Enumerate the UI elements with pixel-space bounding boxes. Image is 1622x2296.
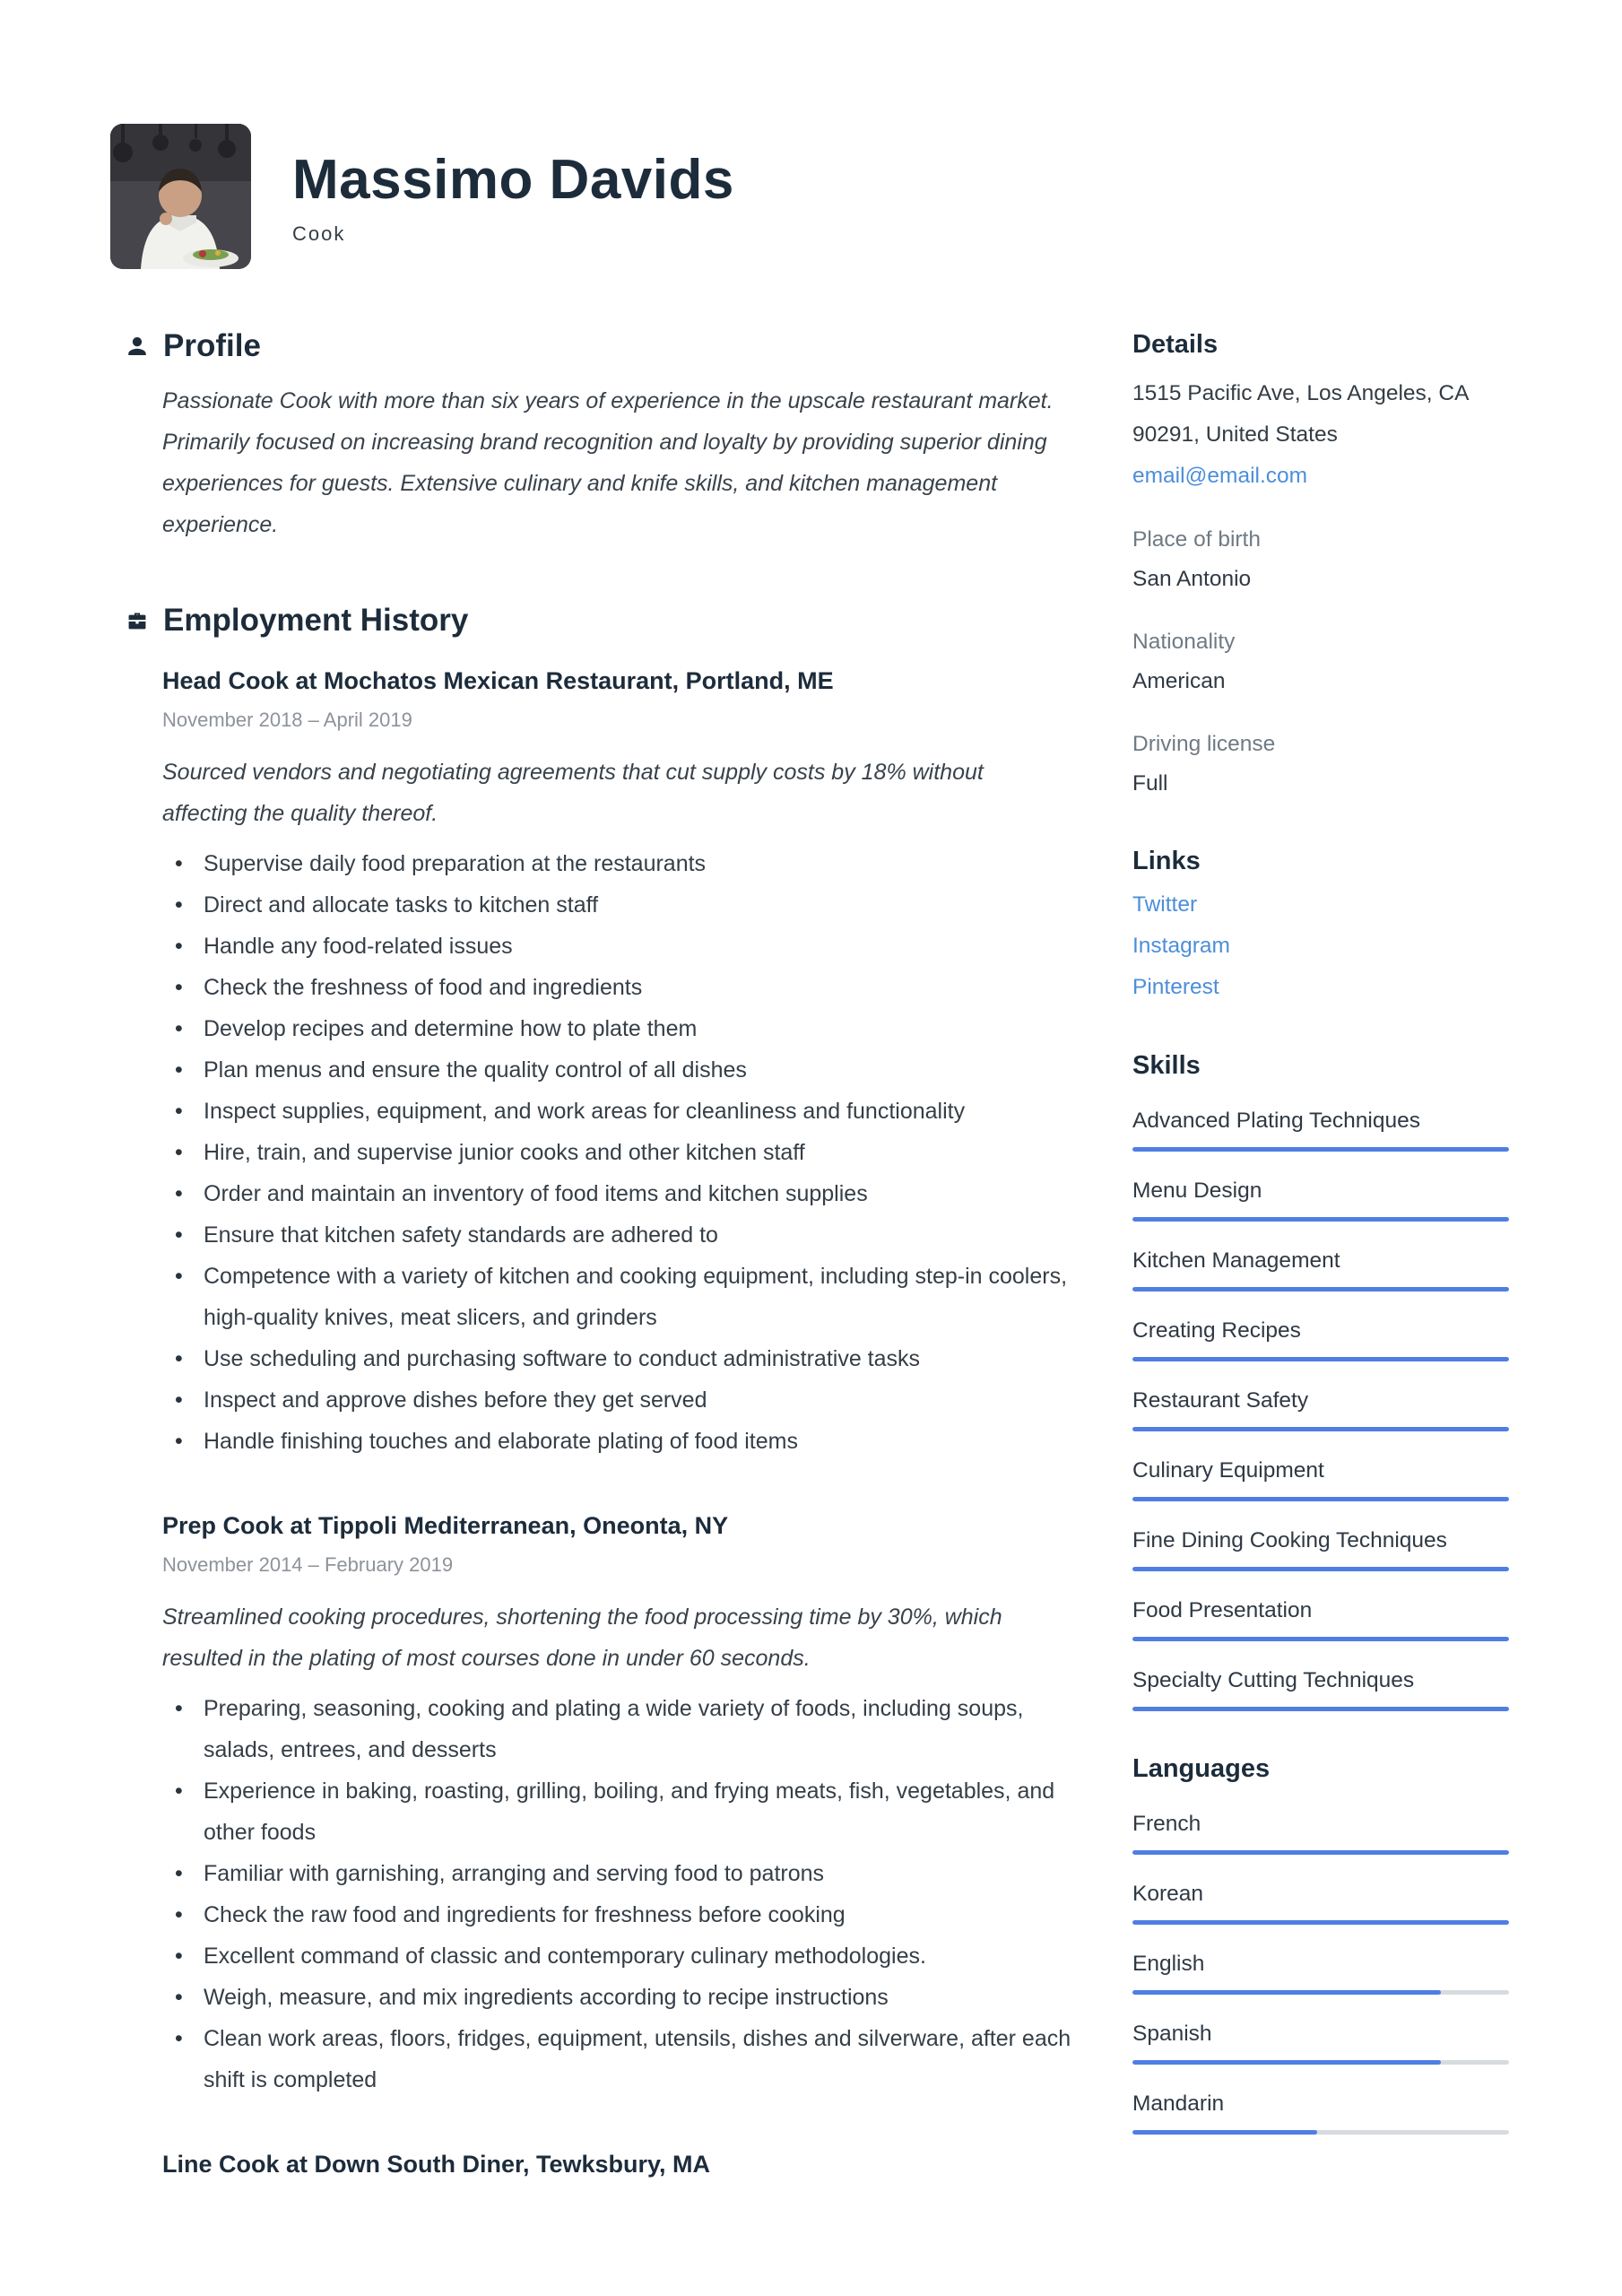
level-bar	[1132, 1707, 1509, 1711]
links-list	[1132, 884, 1509, 1008]
bar-item-name: Mandarin	[1132, 2092, 1225, 2116]
links-section	[1132, 845, 1509, 1008]
details-field-label: Nationality	[1132, 630, 1236, 654]
job-entry	[162, 2149, 1071, 2179]
profile-section	[126, 328, 1071, 545]
job-bullet: • Ensure that kitchen safety standards are adhered to	[162, 1214, 1071, 1256]
details-section	[1132, 328, 1509, 804]
job-title: Line Cook at Down South Diner, Tewksbury, MA	[162, 2151, 711, 2178]
language-item	[1132, 2090, 1509, 2135]
skill-item	[1132, 1457, 1509, 1501]
job-entry	[162, 665, 1071, 1462]
job-bullet: • Plan menus and ensure the quality control of all dishes	[162, 1049, 1071, 1091]
level-bar-fill	[1132, 1990, 1441, 1995]
level-bar	[1132, 1850, 1509, 1855]
bar-item-name: Specialty Cutting Techniques	[1132, 1668, 1415, 1692]
job-bullet: • Clean work areas, floors, fridges, equipment, utensils, dishes and silverware, after each shift is completed	[162, 2018, 1071, 2100]
job-bullet: • Competence with a variety of kitchen and cooking equipment, including step-in coolers, high-quality knives, meat slicers, and grinders	[162, 1256, 1071, 1338]
details-field	[1132, 622, 1509, 701]
level-bar-fill	[1132, 1217, 1509, 1222]
level-bar-fill	[1132, 1287, 1509, 1292]
details-field	[1132, 725, 1509, 804]
skills-list	[1132, 1107, 1509, 1711]
level-bar	[1132, 1427, 1509, 1431]
language-item	[1132, 1950, 1509, 1995]
person-icon	[126, 335, 149, 358]
resume-header	[0, 0, 1622, 269]
job-bullet: • Handle finishing touches and elaborate plating of food items	[162, 1421, 1071, 1462]
jobs-list	[162, 665, 1071, 2179]
bar-item-name: Restaurant Safety	[1132, 1388, 1309, 1413]
skill-item	[1132, 1666, 1509, 1711]
job-bullets	[162, 1688, 1071, 2100]
candidate-name: Massimo Davids	[292, 148, 734, 211]
instagram-link[interactable]: Instagram	[1132, 934, 1230, 958]
job-bullet: • Direct and allocate tasks to kitchen staff	[162, 884, 1071, 926]
links-heading: Links	[1132, 847, 1201, 875]
briefcase-icon	[126, 609, 149, 632]
bar-item-name: Culinary Equipment	[1132, 1458, 1324, 1483]
bar-item-name: Fine Dining Cooking Techniques	[1132, 1528, 1447, 1552]
bar-item-name: Spanish	[1132, 2022, 1212, 2046]
details-fields	[1132, 520, 1509, 804]
level-bar-fill	[1132, 2060, 1441, 2065]
details-field-label: Place of birth	[1132, 527, 1261, 552]
languages-list	[1132, 1810, 1509, 2135]
profile-photo	[110, 124, 251, 269]
bar-item-name: Food Presentation	[1132, 1598, 1313, 1622]
job-bullet: • Excellent command of classic and contemporary culinary methodologies.	[162, 1935, 1071, 1977]
job-bullet: • Develop recipes and determine how to plate them	[162, 1008, 1071, 1049]
job-bullet: • Experience in baking, roasting, grilling, boiling, and frying meats, fish, vegetables, and other foods	[162, 1770, 1071, 1853]
job-bullet: • Check the freshness of food and ingredients	[162, 967, 1071, 1008]
job-bullet: • Handle any food-related issues	[162, 926, 1071, 967]
profile-heading: Profile	[163, 328, 261, 363]
level-bar	[1132, 1357, 1509, 1361]
job-entry	[162, 1510, 1071, 2100]
skill-item	[1132, 1596, 1509, 1641]
level-bar-fill	[1132, 1637, 1509, 1641]
job-bullet: • Preparing, seasoning, cooking and plating a wide variety of foods, including soups, salads, entrees, and desserts	[162, 1688, 1071, 1770]
skill-item	[1132, 1526, 1509, 1571]
job-bullets	[162, 843, 1071, 1462]
level-bar-fill	[1132, 1147, 1509, 1152]
skill-item	[1132, 1107, 1509, 1152]
bar-item-name: Menu Design	[1132, 1178, 1262, 1203]
details-field-value: Full	[1132, 771, 1168, 796]
bar-item-name: French	[1132, 1812, 1201, 1836]
job-bullet: • Order and maintain an inventory of food items and kitchen supplies	[162, 1173, 1071, 1214]
email-link[interactable]: email@email.com	[1132, 464, 1308, 488]
level-bar	[1132, 1920, 1509, 1925]
address-line-2: 90291, United States	[1132, 422, 1338, 447]
bar-item-name: Korean	[1132, 1882, 1204, 1906]
level-bar	[1132, 2130, 1509, 2135]
languages-heading: Languages	[1132, 1754, 1271, 1783]
job-bullet: • Inspect and approve dishes before they get served	[162, 1379, 1071, 1421]
job-dates: November 2014 – February 2019	[162, 1553, 454, 1576]
employment-section	[126, 603, 1071, 2179]
level-bar	[1132, 2060, 1509, 2065]
level-bar	[1132, 1217, 1509, 1222]
sidebar-column	[1132, 328, 1509, 2135]
skills-section	[1132, 1049, 1509, 1711]
language-item	[1132, 1880, 1509, 1925]
job-dates: November 2018 – April 2019	[162, 709, 412, 731]
job-bullet: • Familiar with garnishing, arranging and serving food to patrons	[162, 1853, 1071, 1894]
job-bullet: • Supervise daily food preparation at the restaurants	[162, 843, 1071, 884]
level-bar	[1132, 1637, 1509, 1641]
chef-photo-illustration	[110, 124, 251, 269]
job-bullet: • Use scheduling and purchasing software to conduct administrative tasks	[162, 1338, 1071, 1379]
profile-summary-text: Passionate Cook with more than six years of experience in the upscale restaurant market. Primarily focused on increasing brand recognition and loyalty by providing superior dining experiences for guests. Extensive culinary and knife skills, and kitchen management experience.	[162, 388, 1054, 537]
skill-item	[1132, 1387, 1509, 1431]
level-bar	[1132, 1567, 1509, 1571]
details-field-label: Driving license	[1132, 732, 1276, 756]
languages-section	[1132, 1752, 1509, 2135]
level-bar	[1132, 1990, 1509, 1995]
job-title: Prep Cook at Tippoli Mediterranean, Oneonta, NY	[162, 1512, 729, 1539]
header-text	[292, 148, 734, 246]
address-line-1: 1515 Pacific Ave, Los Angeles, CA	[1132, 381, 1470, 405]
language-item	[1132, 2020, 1509, 2065]
level-bar-fill	[1132, 1707, 1509, 1711]
twitter-link[interactable]: Twitter	[1132, 892, 1198, 917]
level-bar-fill	[1132, 1427, 1509, 1431]
details-field	[1132, 520, 1509, 599]
level-bar-fill	[1132, 1357, 1509, 1361]
content-columns	[0, 328, 1622, 2179]
candidate-role: Cook	[292, 222, 346, 245]
bar-item-name: Kitchen Management	[1132, 1248, 1340, 1273]
details-heading: Details	[1132, 330, 1219, 359]
level-bar-fill	[1132, 1497, 1509, 1501]
profile-section-header	[126, 328, 1071, 364]
skill-item	[1132, 1247, 1509, 1292]
main-column	[126, 328, 1071, 2179]
pinterest-link[interactable]: Pinterest	[1132, 975, 1219, 999]
bar-item-name: Creating Recipes	[1132, 1318, 1301, 1343]
employment-section-header	[126, 603, 1071, 639]
details-field-value: American	[1132, 669, 1226, 693]
bar-item-name: Advanced Plating Techniques	[1132, 1109, 1421, 1133]
level-bar	[1132, 1287, 1509, 1292]
skill-item	[1132, 1177, 1509, 1222]
language-item	[1132, 1810, 1509, 1855]
level-bar-fill	[1132, 1567, 1509, 1571]
job-bullet: • Inspect supplies, equipment, and work areas for cleanliness and functionality	[162, 1091, 1071, 1132]
skills-heading: Skills	[1132, 1051, 1201, 1080]
job-summary: Streamlined cooking procedures, shortening the food processing time by 30%, which resulted in the plating of most courses done in under 60 seconds.	[162, 1605, 1002, 1671]
level-bar	[1132, 1147, 1509, 1152]
level-bar	[1132, 1497, 1509, 1501]
job-bullet: • Check the raw food and ingredients for freshness before cooking	[162, 1894, 1071, 1935]
details-field-value: San Antonio	[1132, 567, 1252, 591]
level-bar-fill	[1132, 2130, 1317, 2135]
skill-item	[1132, 1317, 1509, 1361]
employment-heading: Employment History	[163, 603, 469, 638]
bar-item-name: English	[1132, 1952, 1205, 1976]
level-bar-fill	[1132, 1850, 1509, 1855]
address	[1132, 373, 1509, 456]
level-bar-fill	[1132, 1920, 1509, 1925]
job-title: Head Cook at Mochatos Mexican Restaurant, Portland, ME	[162, 667, 834, 694]
job-bullet: • Hire, train, and supervise junior cooks and other kitchen staff	[162, 1132, 1071, 1173]
job-summary: Sourced vendors and negotiating agreements that cut supply costs by 18% without affecting the quality thereof.	[162, 760, 984, 826]
job-bullet: • Weigh, measure, and mix ingredients according to recipe instructions	[162, 1977, 1071, 2018]
